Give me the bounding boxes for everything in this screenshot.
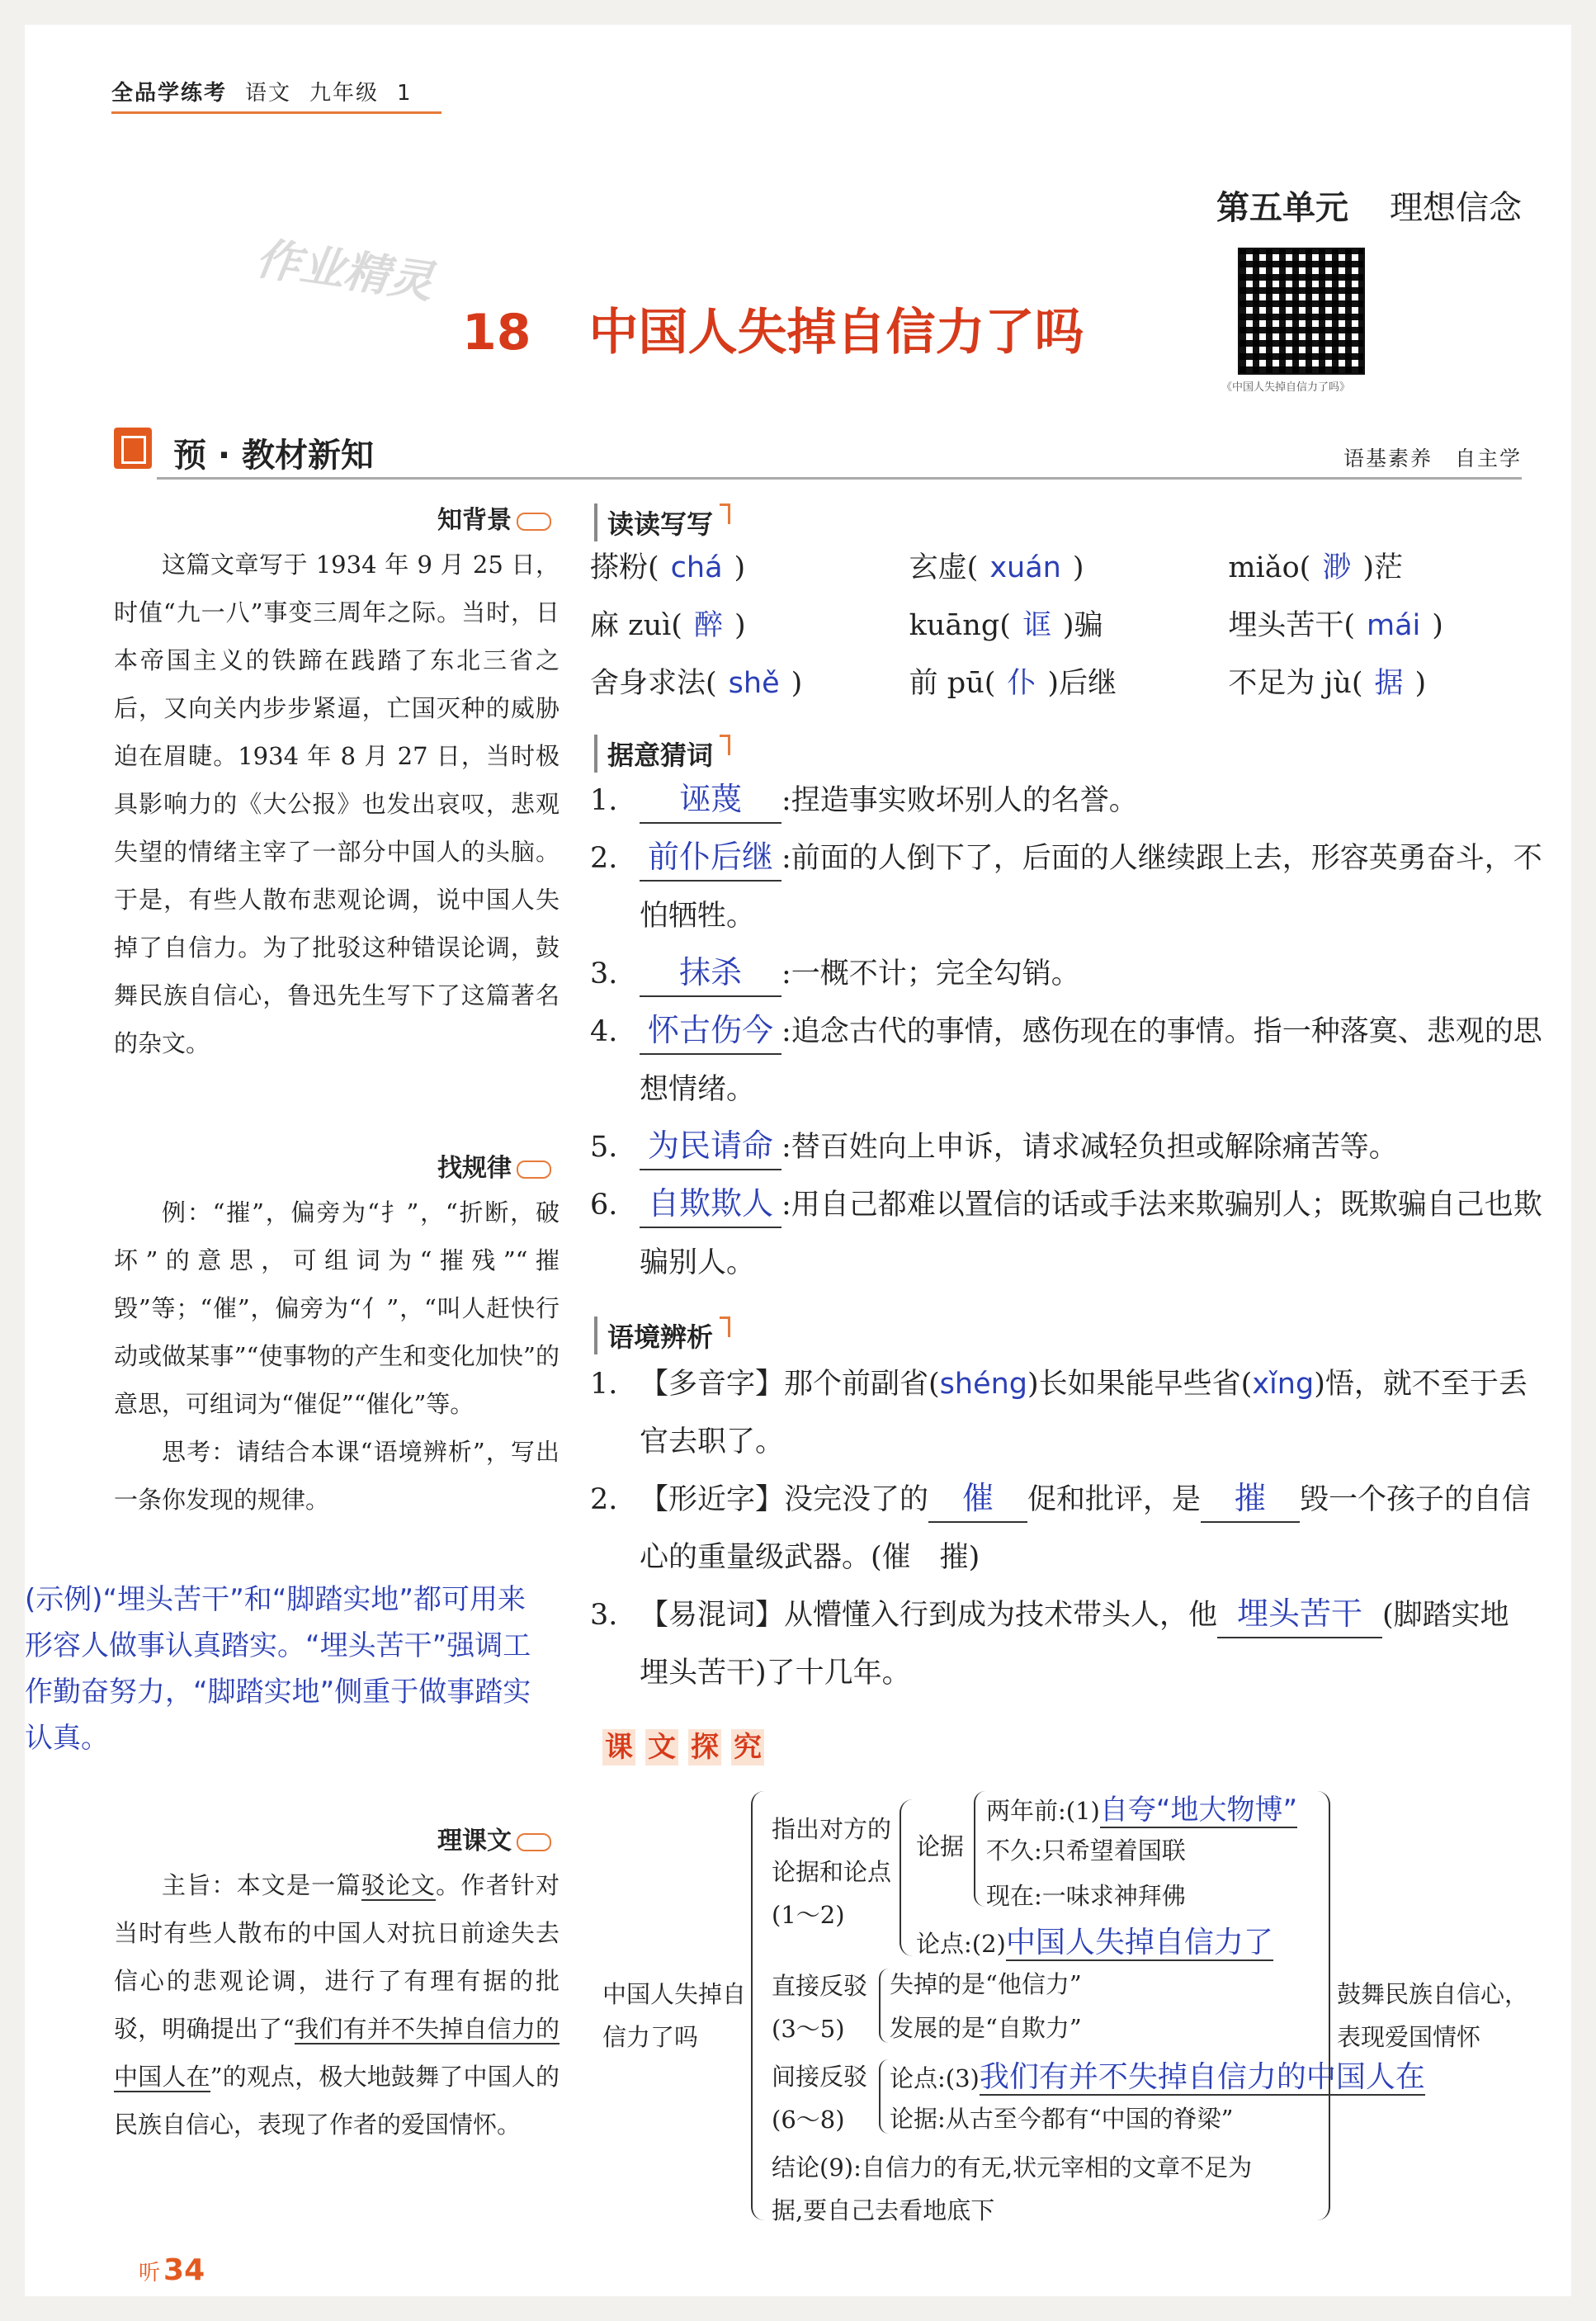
item-number: 5. (590, 1131, 618, 1164)
argument-1 (986, 1787, 1297, 1827)
guess-heading: 据意猜词 (594, 735, 730, 773)
answer: xuán (989, 551, 1061, 584)
qr-code[interactable] (1238, 248, 1365, 375)
guess-item (590, 772, 1556, 830)
branch-3-label: 间接反驳(6～8) (772, 2063, 868, 2134)
answer-blank[interactable]: 自欺欺人 (640, 1180, 781, 1228)
item-number: 6. (590, 1189, 618, 1222)
think-paragraph: 思考：请结合本课“语境辨析”，写出一条你发现的规律。 (114, 1438, 560, 1514)
argument-2: 不久:只希望着国联 (986, 1836, 1186, 1865)
rule-text (114, 1189, 560, 1524)
guess-item (590, 1176, 1556, 1292)
answer: 诓 (1022, 609, 1051, 642)
item-text: 那个前副省( (784, 1368, 940, 1401)
branch-2-label: 直接反驳(3～5) (772, 1972, 868, 2043)
cell-text: )后继 (1047, 667, 1117, 700)
answer-blank[interactable]: 为民请命 (640, 1123, 781, 1170)
context-item-1 (590, 1355, 1556, 1471)
summary-part: 主旨：本文是一篇 (162, 1871, 361, 1899)
answer-blank[interactable]: 怀古伤今 (640, 1007, 781, 1055)
mind-root: 中国人失掉自信力了吗 (602, 1980, 747, 2051)
ring-icon (517, 1160, 551, 1179)
subject: 语文 (245, 81, 292, 106)
item-number: 4. (590, 1015, 618, 1048)
section-divider (157, 477, 1522, 480)
watermark-logo: 作业精灵 (253, 232, 437, 309)
read-write-grid (590, 545, 1547, 718)
mind-conclusion: 鼓舞民族自信心，表现爱国情怀 (1337, 1980, 1529, 2051)
cell-text: 玄虚( (909, 551, 979, 584)
cell-text: ) (734, 551, 746, 584)
book-header (111, 76, 431, 106)
right-brace (1312, 1791, 1330, 2220)
answer: 中国人失掉自信力了 (1005, 1926, 1273, 1959)
branch-2-item-2: 发展的是“自欺力” (890, 2014, 1082, 2042)
summary-underline: 我们有并不失掉自信力的中国人在 (114, 2015, 560, 2091)
cell-text: 麻 zuì( (590, 609, 682, 642)
rule-answer: (示例)“埋头苦干”和“脚踏实地”都可用来形容人做事认真踏实。“埋头苦干”强调工作勤奋努力，“脚踏实地”侧重于做事踏实认真。 (25, 1583, 531, 1755)
guess-item (590, 1003, 1556, 1118)
answer: shéng (939, 1368, 1028, 1401)
background-text (114, 541, 560, 1067)
background-heading (437, 499, 551, 536)
footer-prefix: 听 (139, 2261, 161, 2286)
item-text: :前面的人倒下了，后面的人继续跟上去，形容英勇奋斗，不怕牺牲。 (640, 842, 1542, 933)
cell-text: miǎo( (1228, 551, 1311, 584)
item-number: 1. (590, 784, 618, 817)
answer-blank[interactable]: 诬蔑 (640, 776, 781, 824)
summary-part: ”的观点，极大地鼓舞了中国人的民族自信心，表现了作者的爱国情怀。 (114, 2063, 560, 2139)
context-heading: 语境辨析 (594, 1316, 730, 1354)
answer-blank[interactable]: 前仆后继 (640, 834, 781, 882)
item-text: )悟，就不至于丢官去职了。 (640, 1368, 1528, 1458)
item-text: 促和批评，是 (1027, 1483, 1202, 1516)
guess-item (590, 830, 1556, 945)
answer-blank[interactable]: 埋头苦干 (1217, 1591, 1382, 1638)
cell-text: ) (1072, 551, 1084, 584)
context-item-3 (590, 1586, 1556, 1702)
argument-3: 现在:一味求神拜佛 (986, 1882, 1186, 1910)
summary-underline: 驳论文 (361, 1871, 437, 1899)
lesson-number: 18 (462, 304, 531, 362)
answer: shě (728, 667, 780, 700)
cell-text: 埋头苦干( (1228, 609, 1355, 642)
cell-text: ) (734, 609, 746, 642)
text-heading-text: 理课文 (437, 1827, 512, 1855)
section-label: 语基素养 自主学 (1343, 447, 1522, 470)
text-heading (437, 1820, 551, 1856)
item-text: :一概不计；完全勾销。 (781, 957, 1080, 990)
explore-heading-char: 探 (688, 1729, 721, 1766)
explore-heading-char: 文 (645, 1729, 678, 1766)
rule-heading (437, 1147, 551, 1184)
section-title: 预 · 教材新知 (173, 437, 375, 475)
item-text: )长如果能早些省( (1027, 1368, 1253, 1401)
point-3-prefix: 论点:(3) (890, 2064, 980, 2092)
unit-heading (1216, 182, 1522, 229)
cell-text: 搽粉( (590, 551, 659, 584)
item-number: 2. (590, 842, 618, 875)
context-list (590, 1355, 1556, 1702)
answer: 据 (1374, 667, 1404, 700)
cell-text: 前 pū( (909, 667, 996, 700)
section-icon (114, 428, 152, 469)
read-write-cell (909, 603, 1229, 660)
guess-item (590, 1118, 1556, 1176)
item-text: :追念古代的事情，感伤现在的事情。指一种落寞、悲观的思想情绪。 (640, 1015, 1542, 1106)
argument-label: 论据 (916, 1832, 965, 1860)
explore-heading-char: 究 (731, 1729, 764, 1766)
item-tag: 【多音字】 (640, 1368, 785, 1401)
read-write-cell (590, 660, 909, 718)
point-1 (916, 1919, 1273, 1961)
item-tag: 【形近字】 (640, 1483, 785, 1516)
branch-3-brace (879, 2059, 889, 2134)
item-text: :捏造事实败坏别人的名誉。 (781, 784, 1138, 817)
item-text: 从懵懂入行到成为技术带头人，他 (784, 1599, 1218, 1632)
cell-text: )茫 (1362, 551, 1403, 584)
branch-3-point (890, 2054, 1425, 2096)
answer: mái (1367, 609, 1421, 642)
cell-text: )骗 (1062, 609, 1103, 642)
page-footer (139, 2253, 205, 2287)
ring-icon (517, 1833, 551, 1851)
ring-icon (517, 513, 551, 531)
answer: 我们有并不失掉自信力的中国人在 (979, 2060, 1425, 2094)
item-tag: 【易混词】 (640, 1599, 785, 1632)
item-text: 没完没了的 (784, 1483, 929, 1516)
summary-part: 。作者针对当时有些人散布的中国人对抗日前途失去信心的悲观论调，进行了有理有据的批驳，明确提出了“ (114, 1871, 560, 2043)
book-name: 全品学练考 (111, 81, 228, 106)
read-write-row (590, 603, 1547, 660)
cell-text: ) (791, 667, 803, 700)
unit-name: 第五单元 (1216, 189, 1348, 227)
read-write-cell (590, 603, 909, 660)
branch-2-item-1: 失掉的是“他信力” (890, 1970, 1082, 1998)
rule-paragraph: 例：“摧”，偏旁为“扌”，“折断，破坏”的意思，可组词为“摧残”“摧毁”等；“催”，偏旁为“亻”，“叫人赶快行动或做某事”“使事物的产生和变化加快”的意思，可组词为“催促”“催化”等。 (114, 1198, 560, 1418)
answer-blank[interactable]: 摧 (1201, 1475, 1300, 1523)
answer: xǐng (1252, 1368, 1315, 1401)
item-number: 1. (590, 1368, 618, 1401)
argument-1-prefix: 两年前:(1) (986, 1797, 1100, 1825)
item-text: :用自己都难以置信的话或手法来欺骗别人；既欺骗自己也欺骗别人。 (640, 1189, 1542, 1279)
text-summary (114, 1861, 560, 2148)
branch-4-conclusion: 结论(9):自信力的有无,状元宰相的文章不足为据,要自己去看地底下 (772, 2153, 1253, 2224)
lesson-title (462, 293, 1084, 364)
argument-brace (974, 1791, 985, 1907)
volume: 1 (397, 81, 413, 106)
item-text: :替百姓向上申诉，请求减轻负担或解除痛苦等。 (781, 1131, 1398, 1164)
page (25, 25, 1571, 2296)
background-paragraph: 这篇文章写于 1934 年 9 月 25 日，时值“九一八”事变三周年之际。当时，日本帝国主义的铁蹄在践踏了东北三省之后，又向关内步步紧逼，亡国灭种的威胁迫在眉睫。1934 年 8 月 27 日，当时极具影响力的《大公报》也发出哀叹，悲观失望的情绪主宰了一部分中国人的头脑。于是，有些人散布悲观论调，说中国人失掉了自信力。为了批驳这种错误论调，鼓舞民族自信心，鲁迅先生写下了这篇著名的杂文。 (114, 551, 560, 1057)
read-write-row (590, 660, 1547, 718)
branch-2-brace (879, 1969, 889, 2043)
read-write-cell (1228, 545, 1547, 603)
item-number: 3. (590, 957, 618, 990)
item-text: (脚踏实地 埋头苦干)了十几年。 (640, 1599, 1538, 1690)
answer: 仆 (1007, 667, 1036, 700)
context-item-2 (590, 1471, 1556, 1586)
cell-text: 不足为 jù( (1228, 667, 1363, 700)
cell-text: ) (1432, 609, 1443, 642)
item-text: 毁一个孩子的自信心的重量级武器。(催 摧) (640, 1483, 1532, 1574)
explore-heading (602, 1729, 774, 1766)
rule-heading-text: 找规律 (437, 1154, 512, 1183)
branch-1-brace (900, 1799, 913, 1956)
branch-1-label: 指出对方的论据和论点(1～2) (772, 1815, 892, 1929)
grade: 九年级 (309, 81, 380, 106)
branch-3-argument: 论据:从古至今都有“中国的脊梁” (890, 2105, 1234, 2133)
read-write-cell (590, 545, 909, 603)
answer: 自夸“地大物博” (1099, 1794, 1298, 1827)
answer-blank[interactable]: 催 (928, 1475, 1027, 1523)
item-number: 3. (590, 1599, 618, 1632)
read-write-row (590, 545, 1547, 603)
answer-blank[interactable]: 抹杀 (640, 949, 781, 997)
guess-item (590, 945, 1556, 1003)
lesson-name: 中国人失掉自信力了吗 (588, 304, 1084, 362)
answer: 醉 (693, 609, 723, 642)
guess-list (590, 772, 1556, 1292)
page-number: 34 (163, 2253, 205, 2287)
cell-text: 舍身求法( (590, 667, 717, 700)
root-brace (751, 1791, 769, 2220)
header-divider (111, 111, 441, 114)
cell-text: kuāng( (909, 609, 1011, 642)
read-write-heading: 读读写写 (594, 503, 730, 541)
qr-caption: 《中国人失掉自信力了吗》 (1221, 381, 1351, 394)
item-number: 2. (590, 1483, 618, 1516)
cell-text: ) (1414, 667, 1427, 700)
answer: 渺 (1322, 551, 1352, 584)
unit-theme: 理想信念 (1390, 189, 1522, 227)
background-heading-text: 知背景 (437, 506, 512, 535)
read-write-cell (909, 660, 1229, 718)
answer: chá (670, 551, 723, 584)
read-write-cell (1228, 660, 1547, 718)
read-write-cell (1228, 603, 1547, 660)
point-1-prefix: 论点:(2) (916, 1930, 1006, 1958)
read-write-cell (909, 545, 1229, 603)
explore-heading-char: 课 (602, 1729, 635, 1766)
